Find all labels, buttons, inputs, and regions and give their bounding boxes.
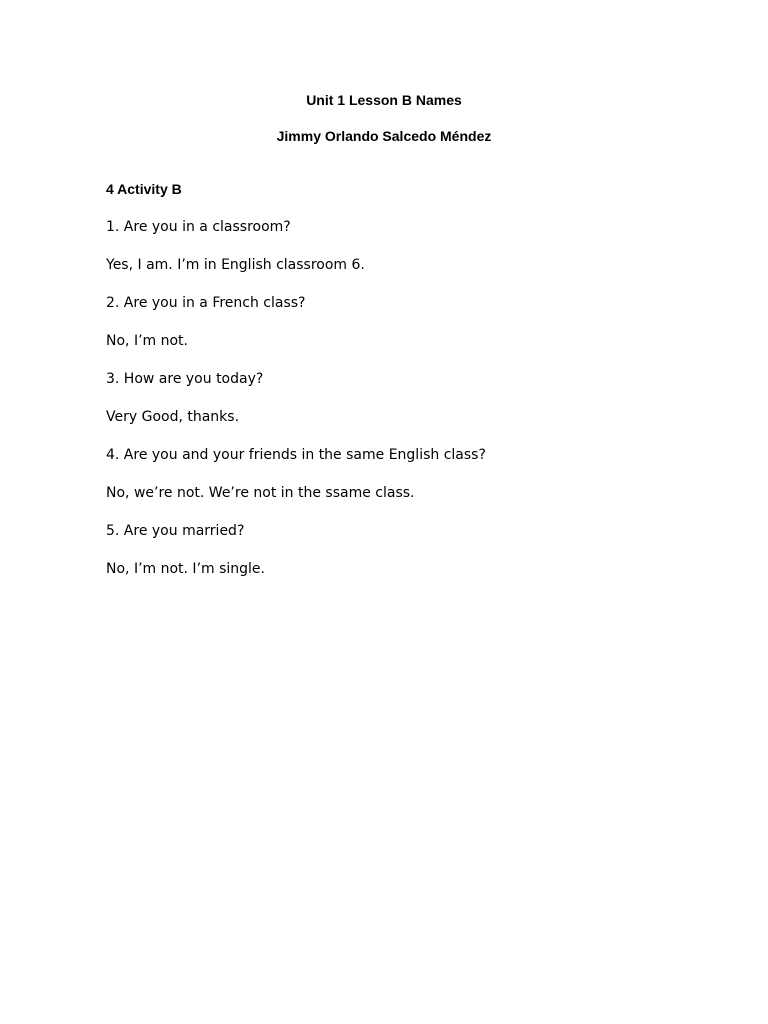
question-3: 3. How are you today? (106, 371, 264, 387)
document-title: Unit 1 Lesson B Names (306, 92, 462, 108)
answer-1: Yes, I am. I’m in English classroom 6. (106, 257, 365, 273)
answer-4: No, we’re not. We’re not in the ssame class. (106, 485, 415, 501)
question-4: 4. Are you and your friends in the same English class? (106, 447, 486, 463)
question-5: 5. Are you married? (106, 523, 245, 539)
answer-3: Very Good, thanks. (106, 409, 240, 425)
answer-5: No, I’m not. I’m single. (106, 561, 265, 577)
section-heading: 4 Activity B (106, 181, 182, 197)
question-answer-list (106, 218, 726, 598)
question-1: 1. Are you in a classroom? (106, 219, 291, 235)
document-author: Jimmy Orlando Salcedo Méndez (276, 128, 492, 144)
question-2: 2. Are you in a French class? (106, 295, 306, 311)
answer-2: No, I’m not. (106, 333, 188, 349)
